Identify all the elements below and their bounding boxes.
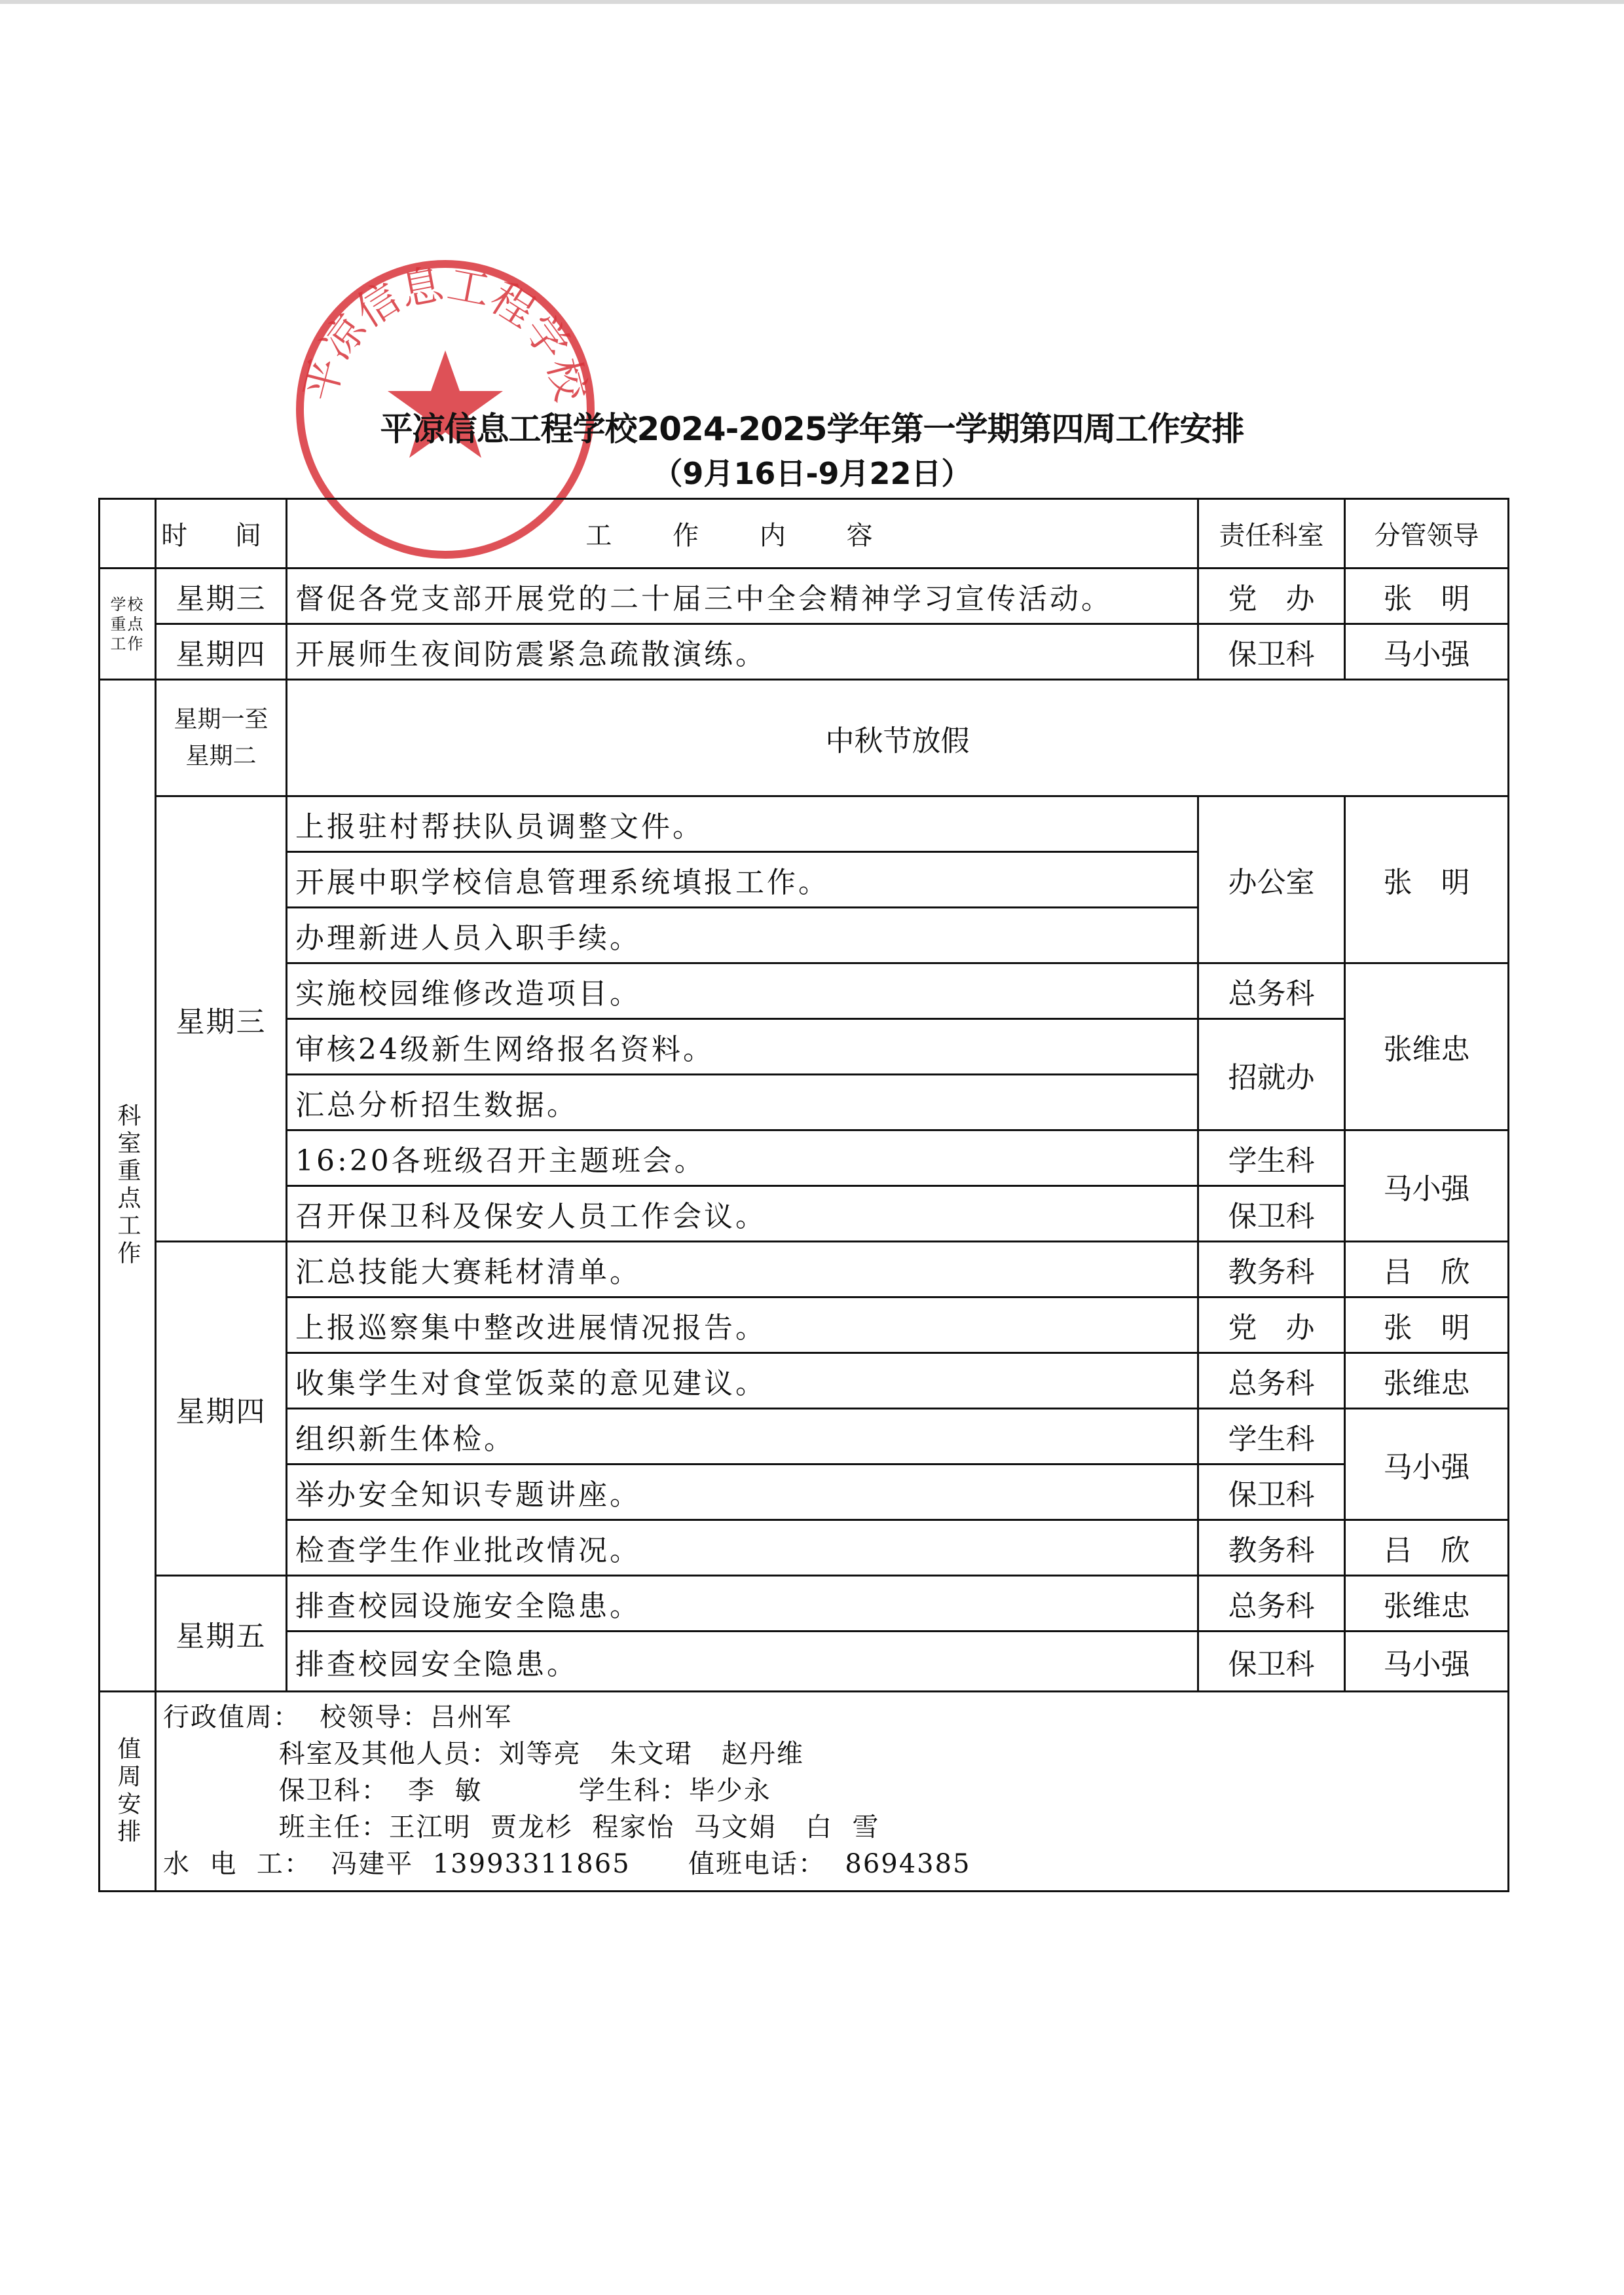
task-cell: 排查校园设施安全隐患。 [287, 1576, 1198, 1632]
leader-cell: 马小强 [1345, 1632, 1509, 1692]
header-leader: 分管领导 [1345, 499, 1509, 569]
dept-cell: 总务科 [1198, 1576, 1345, 1632]
dept-cell: 学生科 [1198, 1130, 1345, 1186]
table-row [100, 1019, 1509, 1075]
task-cell: 上报驻村帮扶队员调整文件。 [287, 796, 1198, 852]
table-row [100, 1632, 1509, 1692]
duty-line: 科室及其他人员：刘等亮 朱文珺 赵丹维 [163, 1739, 804, 1769]
table-row-duty [100, 1692, 1509, 1892]
task-cell: 召开保卫科及保安人员工作会议。 [287, 1186, 1198, 1242]
holiday-cell: 中秋节放假 [287, 680, 1509, 796]
table-row [100, 963, 1509, 1019]
day-cell-fri: 星期五 [156, 1576, 287, 1692]
dept-cell: 党 办 [1198, 1297, 1345, 1353]
leader-cell: 张维忠 [1345, 1576, 1509, 1632]
day-cell: 星期四 [156, 624, 287, 680]
duty-line: 班主任：王江明 贾龙杉 程家怡 马文娟 白 雪 [163, 1812, 880, 1842]
table-row [100, 796, 1509, 852]
table-row [100, 1409, 1509, 1465]
task-cell: 收集学生对食堂饭菜的意见建议。 [287, 1353, 1198, 1409]
section-label-duty: 值周安排 [100, 1692, 156, 1892]
table-row [100, 1186, 1509, 1242]
task-cell: 检查学生作业批改情况。 [287, 1520, 1198, 1576]
dept-cell: 办公室 [1198, 796, 1345, 963]
dept-cell: 总务科 [1198, 963, 1345, 1019]
leader-cell: 张维忠 [1345, 1353, 1509, 1409]
task-cell: 排查校园安全隐患。 [287, 1632, 1198, 1692]
dept-cell: 保卫科 [1198, 624, 1345, 680]
dept-cell: 保卫科 [1198, 1632, 1345, 1692]
table-row [100, 1520, 1509, 1576]
seal-text: 平凉信息工程学校 [295, 260, 595, 407]
leader-cell: 张 明 [1345, 1297, 1509, 1353]
table-row [100, 1297, 1509, 1353]
leader-cell: 马小强 [1345, 1409, 1509, 1520]
header-dept: 责任科室 [1198, 499, 1345, 569]
task-cell: 汇总技能大赛耗材清单。 [287, 1242, 1198, 1297]
table-header [100, 499, 1509, 569]
leader-cell: 张 明 [1345, 569, 1509, 624]
task-cell: 办理新进人员入职手续。 [287, 908, 1198, 963]
schedule-table [98, 498, 1509, 1892]
table-row [100, 1130, 1509, 1186]
table-row [100, 569, 1509, 624]
table-row [100, 1576, 1509, 1632]
dept-cell: 教务科 [1198, 1242, 1345, 1297]
leader-cell: 张维忠 [1345, 963, 1509, 1130]
header-time: 时 间 [156, 499, 287, 569]
task-cell: 开展师生夜间防震紧急疏散演练。 [287, 624, 1198, 680]
dept-cell: 党 办 [1198, 569, 1345, 624]
task-cell: 开展中职学校信息管理系统填报工作。 [287, 852, 1198, 908]
day-cell-wed: 星期三 [156, 796, 287, 1242]
day-cell-thu: 星期四 [156, 1242, 287, 1576]
table-row [100, 1465, 1509, 1520]
duty-cell [156, 1692, 1509, 1892]
leader-cell: 张 明 [1345, 796, 1509, 963]
task-cell: 举办安全知识专题讲座。 [287, 1465, 1198, 1520]
dept-cell: 招就办 [1198, 1019, 1345, 1130]
page-subtitle: （9月16日-9月22日） [652, 456, 972, 491]
duty-line: 保卫科： 李 敏 学生科：毕少永 [163, 1776, 771, 1806]
page-title: 平凉信息工程学校2024-2025学年第一学期第四周工作安排 [380, 410, 1244, 448]
scan-edge [0, 0, 1624, 4]
dept-cell: 教务科 [1198, 1520, 1345, 1576]
header-blank [100, 499, 156, 569]
dept-cell: 总务科 [1198, 1353, 1345, 1409]
section-label-dept: 科室重点工作 [100, 680, 156, 1692]
duty-line: 水 电 工： 冯建平 13993311865 值班电话： 8694385 [163, 1849, 971, 1879]
section-label-school: 学校重点工作 [100, 569, 156, 680]
leader-cell: 马小强 [1345, 624, 1509, 680]
task-cell: 组织新生体检。 [287, 1409, 1198, 1465]
leader-cell: 吕 欣 [1345, 1242, 1509, 1297]
task-cell: 16:20各班级召开主题班会。 [287, 1130, 1198, 1186]
leader-cell: 吕 欣 [1345, 1520, 1509, 1576]
task-cell: 督促各党支部开展党的二十届三中全会精神学习宣传活动。 [287, 569, 1198, 624]
table-row [100, 1353, 1509, 1409]
task-cell: 实施校园维修改造项目。 [287, 963, 1198, 1019]
table-row [100, 624, 1509, 680]
task-cell: 审核24级新生网络报名资料。 [287, 1019, 1198, 1075]
dept-cell: 学生科 [1198, 1409, 1345, 1465]
duty-line: 行政值周： 校领导：吕州军 [163, 1702, 513, 1732]
dept-cell: 保卫科 [1198, 1465, 1345, 1520]
leader-cell: 马小强 [1345, 1130, 1509, 1242]
table-row [100, 1242, 1509, 1297]
task-cell: 上报巡察集中整改进展情况报告。 [287, 1297, 1198, 1353]
title-block [92, 406, 1532, 495]
day-cell: 星期三 [156, 569, 287, 624]
task-cell: 汇总分析招生数据。 [287, 1075, 1198, 1130]
header-content: 工 作 内 容 [287, 499, 1198, 569]
day-cell-holiday: 星期一至星期二 [156, 680, 287, 796]
table-row-holiday [100, 680, 1509, 796]
dept-cell: 保卫科 [1198, 1186, 1345, 1242]
